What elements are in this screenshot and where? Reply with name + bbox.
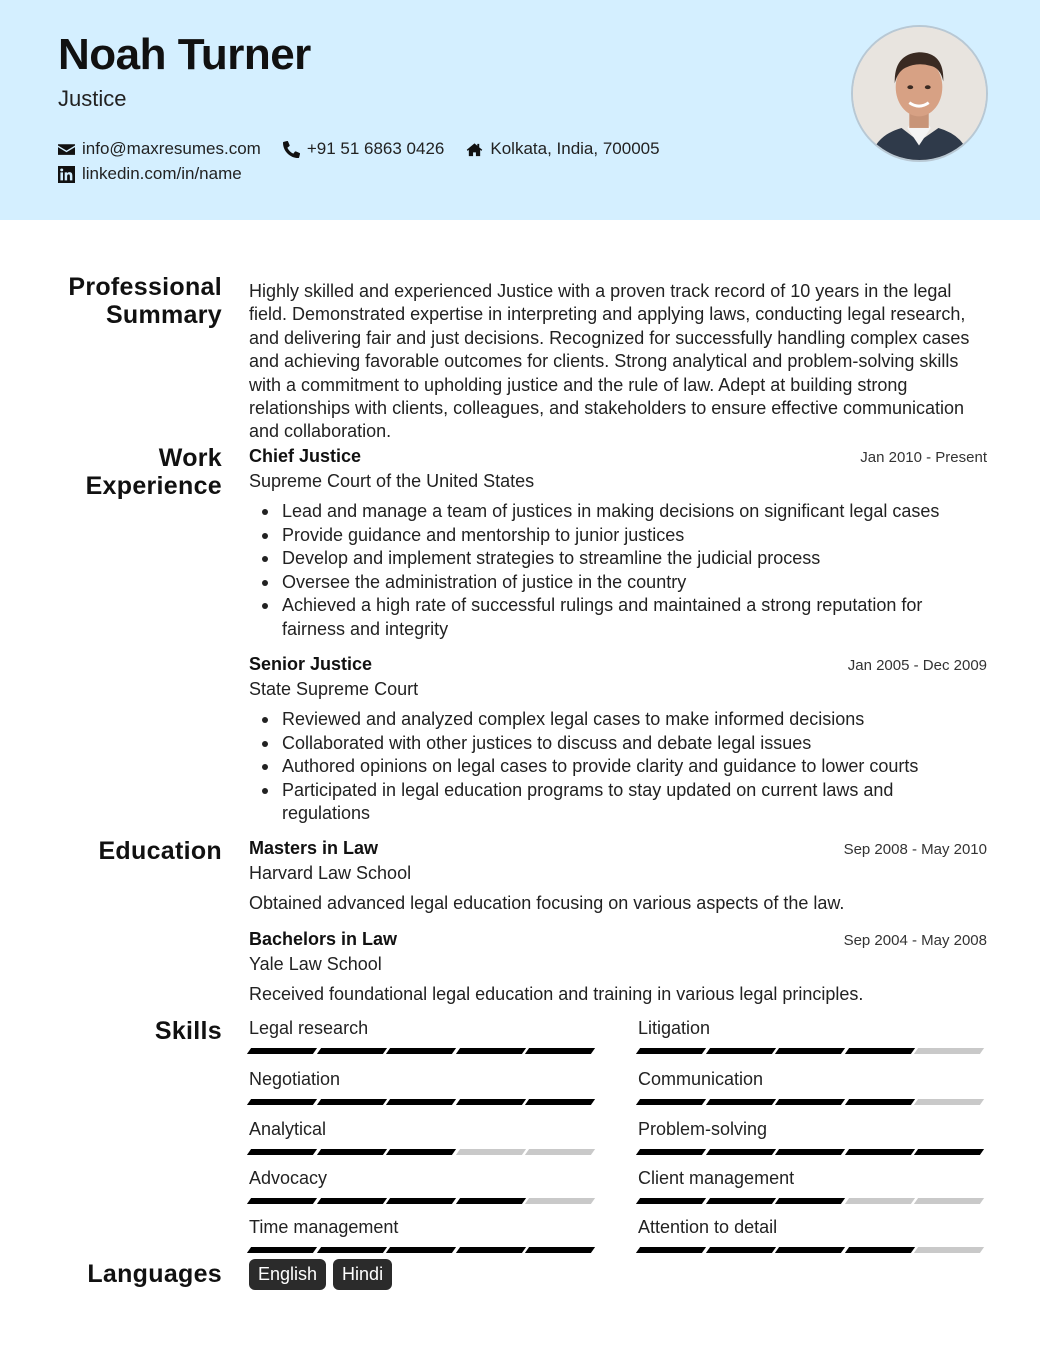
skill-name: Litigation	[638, 1018, 711, 1038]
section-title-languages	[87, 1260, 222, 1288]
email-text: info@maxresumes.com	[82, 139, 261, 158]
skill-segment-empty	[914, 1198, 984, 1204]
skill-segment-filled	[247, 1198, 317, 1204]
resume-header	[0, 0, 1040, 220]
skill-segment-filled	[316, 1198, 386, 1204]
skill-segment-filled	[775, 1099, 845, 1105]
skill-segment-filled	[386, 1099, 456, 1105]
skill-item	[249, 1217, 597, 1253]
list-item: Collaborated with other justices to discuss and debate legal issues	[249, 732, 987, 756]
skill-segment-empty	[525, 1198, 595, 1204]
section-title-education	[98, 837, 222, 865]
list-item: Provide guidance and mentorship to junior justices	[249, 524, 987, 548]
skill-name: Time management	[249, 1217, 399, 1237]
education-entry	[249, 838, 987, 914]
skill-segment-filled	[636, 1149, 706, 1155]
skill-segment-filled	[316, 1099, 386, 1105]
section-title-text: Skills	[154, 1017, 222, 1045]
linkedin-text: linkedin.com/in/name	[82, 164, 242, 183]
job-dates: Jan 2010 - Present	[860, 449, 987, 466]
job-role: Senior Justice	[249, 654, 373, 674]
skill-segment-filled	[844, 1149, 914, 1155]
job-dates: Jan 2005 - Dec 2009	[847, 657, 987, 674]
job-bullets	[249, 708, 987, 826]
list-item: Oversee the administration of justice in the country	[249, 571, 987, 595]
skill-level-bar	[249, 1099, 597, 1105]
skill-name: Communication	[638, 1069, 764, 1089]
edu-degree: Bachelors in Law	[249, 929, 398, 949]
contact-row	[58, 139, 682, 159]
skill-segment-filled	[914, 1149, 984, 1155]
skill-item	[249, 1119, 597, 1155]
contact-phone[interactable]	[283, 139, 445, 159]
skill-level-bar	[638, 1048, 986, 1054]
job-org: Supreme Court of the United States	[249, 471, 535, 491]
language-list	[249, 1259, 399, 1290]
skill-segment-filled	[247, 1149, 317, 1155]
skill-segment-empty	[914, 1099, 984, 1105]
job-role: Chief Justice	[249, 446, 362, 466]
skill-item	[249, 1168, 597, 1204]
skill-segment-filled	[386, 1048, 456, 1054]
skill-segment-filled	[386, 1149, 456, 1155]
job-org: State Supreme Court	[249, 679, 419, 699]
skill-segment-filled	[386, 1247, 456, 1253]
home-icon	[466, 141, 483, 158]
skill-item	[249, 1018, 597, 1054]
edu-dates: Sep 2008 - May 2010	[843, 841, 987, 858]
education-entry	[249, 929, 987, 1005]
job-entry	[249, 654, 987, 826]
section-title-text: Professional Summary	[68, 273, 222, 329]
skill-level-bar	[638, 1198, 986, 1204]
skill-level-bar	[249, 1149, 597, 1155]
list-item: Participated in legal education programs to stay updated on current laws and regulations	[249, 779, 987, 826]
skill-item	[638, 1217, 986, 1253]
language-chip: Hindi	[333, 1259, 392, 1290]
list-item: Develop and implement strategies to streamline the judicial process	[249, 547, 987, 571]
contact-linkedin[interactable]	[58, 164, 242, 184]
skill-segment-filled	[455, 1247, 525, 1253]
candidate-title: Justice	[58, 86, 127, 111]
skill-segment-filled	[455, 1198, 525, 1204]
section-title-text: Work Experience	[85, 444, 222, 500]
edu-dates: Sep 2004 - May 2008	[843, 932, 987, 949]
profile-photo	[851, 25, 988, 162]
contact-email[interactable]	[58, 139, 261, 159]
skill-segment-filled	[636, 1247, 706, 1253]
skill-name: Advocacy	[249, 1168, 328, 1188]
skill-segment-filled	[705, 1198, 775, 1204]
skill-segment-filled	[705, 1149, 775, 1155]
skill-segment-filled	[525, 1048, 595, 1054]
edu-description: Received foundational legal education and training in various legal principles.	[249, 984, 864, 1004]
skill-level-bar	[249, 1247, 597, 1253]
skill-name: Attention to detail	[638, 1217, 778, 1237]
skill-segment-filled	[775, 1149, 845, 1155]
skill-segment-filled	[636, 1048, 706, 1054]
job-entry	[249, 446, 987, 642]
contact-row-2	[58, 164, 264, 184]
skill-segment-empty	[455, 1149, 525, 1155]
skill-item	[638, 1018, 986, 1054]
list-item: Achieved a high rate of successful rulings and maintained a strong reputation for fairness and integrity	[249, 594, 987, 641]
skill-level-bar	[249, 1198, 597, 1204]
phone-text: +91 51 6863 0426	[306, 139, 445, 158]
skill-level-bar	[249, 1048, 597, 1054]
skill-segment-filled	[455, 1048, 525, 1054]
skill-item	[249, 1069, 597, 1105]
section-title-skills	[155, 1017, 222, 1045]
section-title-summary	[62, 273, 222, 329]
address-text: Kolkata, India, 700005	[490, 139, 660, 158]
skill-segment-filled	[316, 1048, 386, 1054]
section-title-text: Education	[98, 837, 222, 865]
skill-segment-filled	[844, 1048, 914, 1054]
skill-segment-filled	[247, 1048, 317, 1054]
skill-level-bar	[638, 1149, 986, 1155]
skill-name: Client management	[638, 1168, 795, 1188]
skill-name: Legal research	[249, 1018, 369, 1038]
linkedin-icon	[58, 166, 75, 183]
phone-icon	[283, 141, 300, 158]
skill-segment-empty	[914, 1247, 984, 1253]
list-item: Authored opinions on legal cases to provide clarity and guidance to lower courts	[249, 755, 987, 779]
skill-segment-filled	[844, 1247, 914, 1253]
language-chip: English	[249, 1259, 326, 1290]
list-item: Reviewed and analyzed complex legal cases to make informed decisions	[249, 708, 987, 732]
skill-level-bar	[638, 1099, 986, 1105]
skill-segment-filled	[316, 1149, 386, 1155]
skill-name: Negotiation	[249, 1069, 341, 1089]
skill-segment-filled	[316, 1247, 386, 1253]
summary-text: Highly skilled and experienced Justice with a proven track record of 10 years in the legal field. Demonstrated expertise in interpreting and applying laws, conducting legal research, and delivering fair and just decisions. Recognized for successfully handling complex cases and achieving favorable outcomes for clients. Strong analytical and problem-solving skills with a commitment to upholding justice and the rule of law. Adept at building strong relationships with clients, colleagues, and stakeholders to ensure effective communication and collaboration.	[249, 281, 970, 442]
section-title-experience	[82, 444, 222, 500]
skill-item	[638, 1069, 986, 1105]
skill-segment-filled	[844, 1099, 914, 1105]
edu-degree: Masters in Law	[249, 838, 379, 858]
skill-segment-filled	[525, 1247, 595, 1253]
skill-segment-empty	[914, 1048, 984, 1054]
avatar	[853, 27, 986, 160]
skill-segment-filled	[775, 1198, 845, 1204]
envelope-icon	[58, 141, 75, 158]
skill-segment-filled	[775, 1247, 845, 1253]
skill-segment-filled	[775, 1048, 845, 1054]
skill-segment-filled	[705, 1247, 775, 1253]
skill-segment-filled	[636, 1198, 706, 1204]
section-title-text: Languages	[87, 1260, 222, 1288]
skill-segment-empty	[525, 1149, 595, 1155]
skill-item	[638, 1168, 986, 1204]
edu-school: Harvard Law School	[249, 863, 412, 883]
skill-segment-filled	[705, 1048, 775, 1054]
list-item: Lead and manage a team of justices in making decisions on significant legal cases	[249, 500, 987, 524]
skill-segment-filled	[525, 1099, 595, 1105]
skill-level-bar	[638, 1247, 986, 1253]
candidate-name: Noah Turner	[58, 30, 311, 79]
skill-item	[638, 1119, 986, 1155]
skill-name: Analytical	[249, 1119, 327, 1139]
contact-address	[466, 139, 659, 159]
skill-segment-filled	[455, 1099, 525, 1105]
skill-segment-filled	[247, 1099, 317, 1105]
skill-name: Problem-solving	[638, 1119, 768, 1139]
skill-segment-filled	[386, 1198, 456, 1204]
skill-segment-filled	[636, 1099, 706, 1105]
job-bullets	[249, 500, 987, 642]
edu-school: Yale Law School	[249, 954, 382, 974]
skill-segment-filled	[247, 1247, 317, 1253]
skill-segment-filled	[705, 1099, 775, 1105]
edu-description: Obtained advanced legal education focusing on various aspects of the law.	[249, 893, 845, 913]
skill-segment-empty	[844, 1198, 914, 1204]
